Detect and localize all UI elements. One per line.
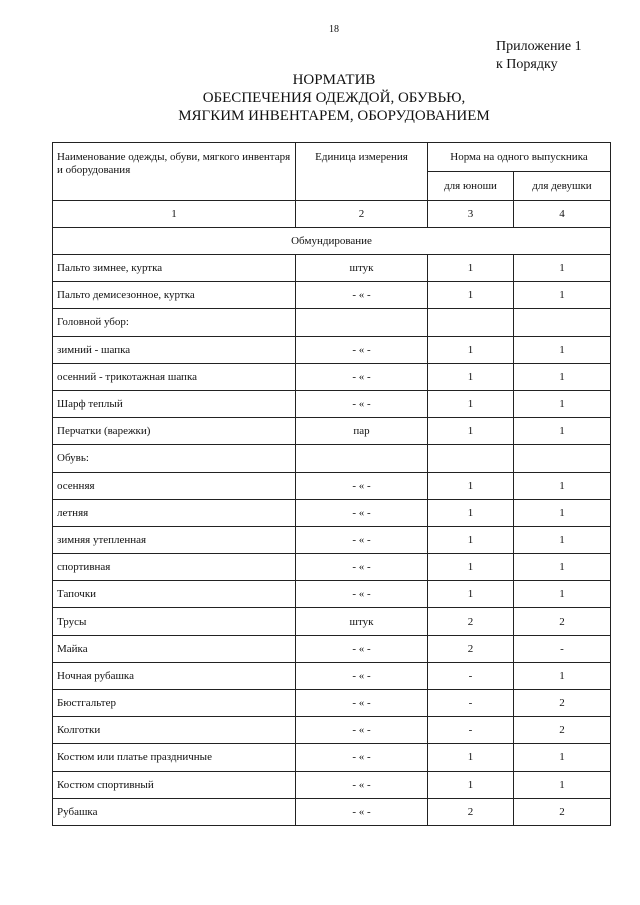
girls-norm-cell: 1 bbox=[514, 526, 611, 553]
title-line-1: НОРМАТИВ bbox=[292, 72, 376, 88]
table-row bbox=[53, 554, 611, 581]
boys-norm-cell: - bbox=[428, 717, 514, 744]
appendix-note bbox=[496, 38, 582, 74]
item-name-cell: Костюм или платье праздничные bbox=[53, 744, 296, 771]
page-number: 18 bbox=[329, 24, 339, 35]
document-title bbox=[0, 71, 640, 125]
boys-norm-cell: 1 bbox=[428, 363, 514, 390]
item-name-cell: Пальто демисезонное, куртка bbox=[53, 282, 296, 309]
section-row bbox=[53, 228, 611, 255]
item-name-cell: зимняя утепленная bbox=[53, 526, 296, 553]
item-name-cell: спортивная bbox=[53, 554, 296, 581]
unit-cell: - « - bbox=[296, 662, 428, 689]
table-row bbox=[53, 608, 611, 635]
item-name-cell: Пальто зимнее, куртка bbox=[53, 255, 296, 282]
boys-norm-cell: 2 bbox=[428, 798, 514, 825]
unit-cell: - « - bbox=[296, 798, 428, 825]
table-row bbox=[53, 635, 611, 662]
header-norm: Норма на одного выпускника bbox=[428, 143, 611, 172]
girls-norm-cell: 1 bbox=[514, 336, 611, 363]
item-name-cell: осенняя bbox=[53, 472, 296, 499]
girls-norm-cell: 1 bbox=[514, 554, 611, 581]
girls-norm-cell: 1 bbox=[514, 363, 611, 390]
boys-norm-cell: 1 bbox=[428, 336, 514, 363]
unit-cell: штук bbox=[296, 255, 428, 282]
column-number-row bbox=[53, 201, 611, 228]
section-title: Обмундирование bbox=[53, 228, 611, 255]
boys-norm-cell: 1 bbox=[428, 472, 514, 499]
unit-cell bbox=[296, 309, 428, 336]
appendix-line-2: к Порядку bbox=[496, 57, 558, 72]
item-name-cell: Обувь: bbox=[53, 445, 296, 472]
unit-cell: - « - bbox=[296, 771, 428, 798]
girls-norm-cell: 1 bbox=[514, 390, 611, 417]
item-name-cell: Рубашка bbox=[53, 798, 296, 825]
boys-norm-cell: - bbox=[428, 690, 514, 717]
unit-cell: - « - bbox=[296, 526, 428, 553]
unit-cell: - « - bbox=[296, 690, 428, 717]
girls-norm-cell: 2 bbox=[514, 608, 611, 635]
item-name-cell: Майка bbox=[53, 635, 296, 662]
boys-norm-cell: 1 bbox=[428, 390, 514, 417]
item-name-cell: Головной убор: bbox=[53, 309, 296, 336]
unit-cell: - « - bbox=[296, 336, 428, 363]
boys-norm-cell: 1 bbox=[428, 771, 514, 798]
table-row bbox=[53, 526, 611, 553]
girls-norm-cell: 1 bbox=[514, 282, 611, 309]
table-row bbox=[53, 581, 611, 608]
column-number: 2 bbox=[296, 201, 428, 228]
norms-table bbox=[52, 142, 611, 826]
girls-norm-cell: 2 bbox=[514, 798, 611, 825]
table-row bbox=[53, 690, 611, 717]
unit-cell: - « - bbox=[296, 744, 428, 771]
item-name-cell: Колготки bbox=[53, 717, 296, 744]
table-row bbox=[53, 798, 611, 825]
item-name-cell: летняя bbox=[53, 499, 296, 526]
table-row bbox=[53, 499, 611, 526]
girls-norm-cell bbox=[514, 445, 611, 472]
girls-norm-cell: 1 bbox=[514, 581, 611, 608]
table-row bbox=[53, 771, 611, 798]
boys-norm-cell bbox=[428, 309, 514, 336]
item-name-cell: осенний - трикотажная шапка bbox=[53, 363, 296, 390]
item-name-cell: Перчатки (варежки) bbox=[53, 418, 296, 445]
boys-norm-cell: 1 bbox=[428, 581, 514, 608]
table-row bbox=[53, 744, 611, 771]
unit-cell: - « - bbox=[296, 390, 428, 417]
unit-cell: - « - bbox=[296, 472, 428, 499]
boys-norm-cell: 2 bbox=[428, 608, 514, 635]
unit-cell: - « - bbox=[296, 499, 428, 526]
boys-norm-cell: 1 bbox=[428, 526, 514, 553]
unit-cell: - « - bbox=[296, 554, 428, 581]
table-row bbox=[53, 363, 611, 390]
girls-norm-cell: 1 bbox=[514, 418, 611, 445]
unit-cell: - « - bbox=[296, 717, 428, 744]
boys-norm-cell bbox=[428, 445, 514, 472]
table-row bbox=[53, 662, 611, 689]
title-line-2: ОБЕСПЕЧЕНИЯ ОДЕЖДОЙ, ОБУВЬЮ, bbox=[202, 90, 466, 106]
girls-norm-cell: 1 bbox=[514, 255, 611, 282]
item-name-cell: зимний - шапка bbox=[53, 336, 296, 363]
item-name-cell: Шарф теплый bbox=[53, 390, 296, 417]
unit-cell: штук bbox=[296, 608, 428, 635]
table-row bbox=[53, 717, 611, 744]
girls-norm-cell bbox=[514, 309, 611, 336]
table-row bbox=[53, 472, 611, 499]
item-name-cell: Трусы bbox=[53, 608, 296, 635]
header-unit: Единица измерения bbox=[296, 143, 428, 201]
appendix-line-1: Приложение 1 bbox=[496, 39, 582, 54]
item-name-cell: Костюм спортивный bbox=[53, 771, 296, 798]
header-item-name: Наименование одежды, обуви, мягкого инвентаря и оборудования bbox=[53, 143, 296, 201]
column-number: 3 bbox=[428, 201, 514, 228]
table-row bbox=[53, 445, 611, 472]
unit-cell bbox=[296, 445, 428, 472]
title-line-3: МЯГКИМ ИНВЕНТАРЕМ, ОБОРУДОВАНИЕМ bbox=[178, 108, 490, 124]
boys-norm-cell: 1 bbox=[428, 554, 514, 581]
boys-norm-cell: 1 bbox=[428, 255, 514, 282]
unit-cell: - « - bbox=[296, 581, 428, 608]
unit-cell: - « - bbox=[296, 635, 428, 662]
girls-norm-cell: 1 bbox=[514, 662, 611, 689]
unit-cell: пар bbox=[296, 418, 428, 445]
girls-norm-cell: 1 bbox=[514, 771, 611, 798]
girls-norm-cell: 1 bbox=[514, 744, 611, 771]
item-name-cell: Тапочки bbox=[53, 581, 296, 608]
girls-norm-cell: 2 bbox=[514, 690, 611, 717]
header-girls: для девушки bbox=[514, 172, 611, 201]
table-row bbox=[53, 418, 611, 445]
unit-cell: - « - bbox=[296, 363, 428, 390]
girls-norm-cell: 1 bbox=[514, 472, 611, 499]
column-number: 4 bbox=[514, 201, 611, 228]
girls-norm-cell: 2 bbox=[514, 717, 611, 744]
boys-norm-cell: 1 bbox=[428, 744, 514, 771]
unit-cell: - « - bbox=[296, 282, 428, 309]
table-row bbox=[53, 282, 611, 309]
table-row bbox=[53, 390, 611, 417]
item-name-cell: Ночная рубашка bbox=[53, 662, 296, 689]
table-row bbox=[53, 309, 611, 336]
table-row bbox=[53, 336, 611, 363]
item-name-cell: Бюстгальтер bbox=[53, 690, 296, 717]
table-row bbox=[53, 255, 611, 282]
column-number: 1 bbox=[53, 201, 296, 228]
boys-norm-cell: - bbox=[428, 662, 514, 689]
boys-norm-cell: 1 bbox=[428, 418, 514, 445]
header-boys: для юноши bbox=[428, 172, 514, 201]
boys-norm-cell: 1 bbox=[428, 499, 514, 526]
boys-norm-cell: 2 bbox=[428, 635, 514, 662]
girls-norm-cell: 1 bbox=[514, 499, 611, 526]
girls-norm-cell: - bbox=[514, 635, 611, 662]
boys-norm-cell: 1 bbox=[428, 282, 514, 309]
